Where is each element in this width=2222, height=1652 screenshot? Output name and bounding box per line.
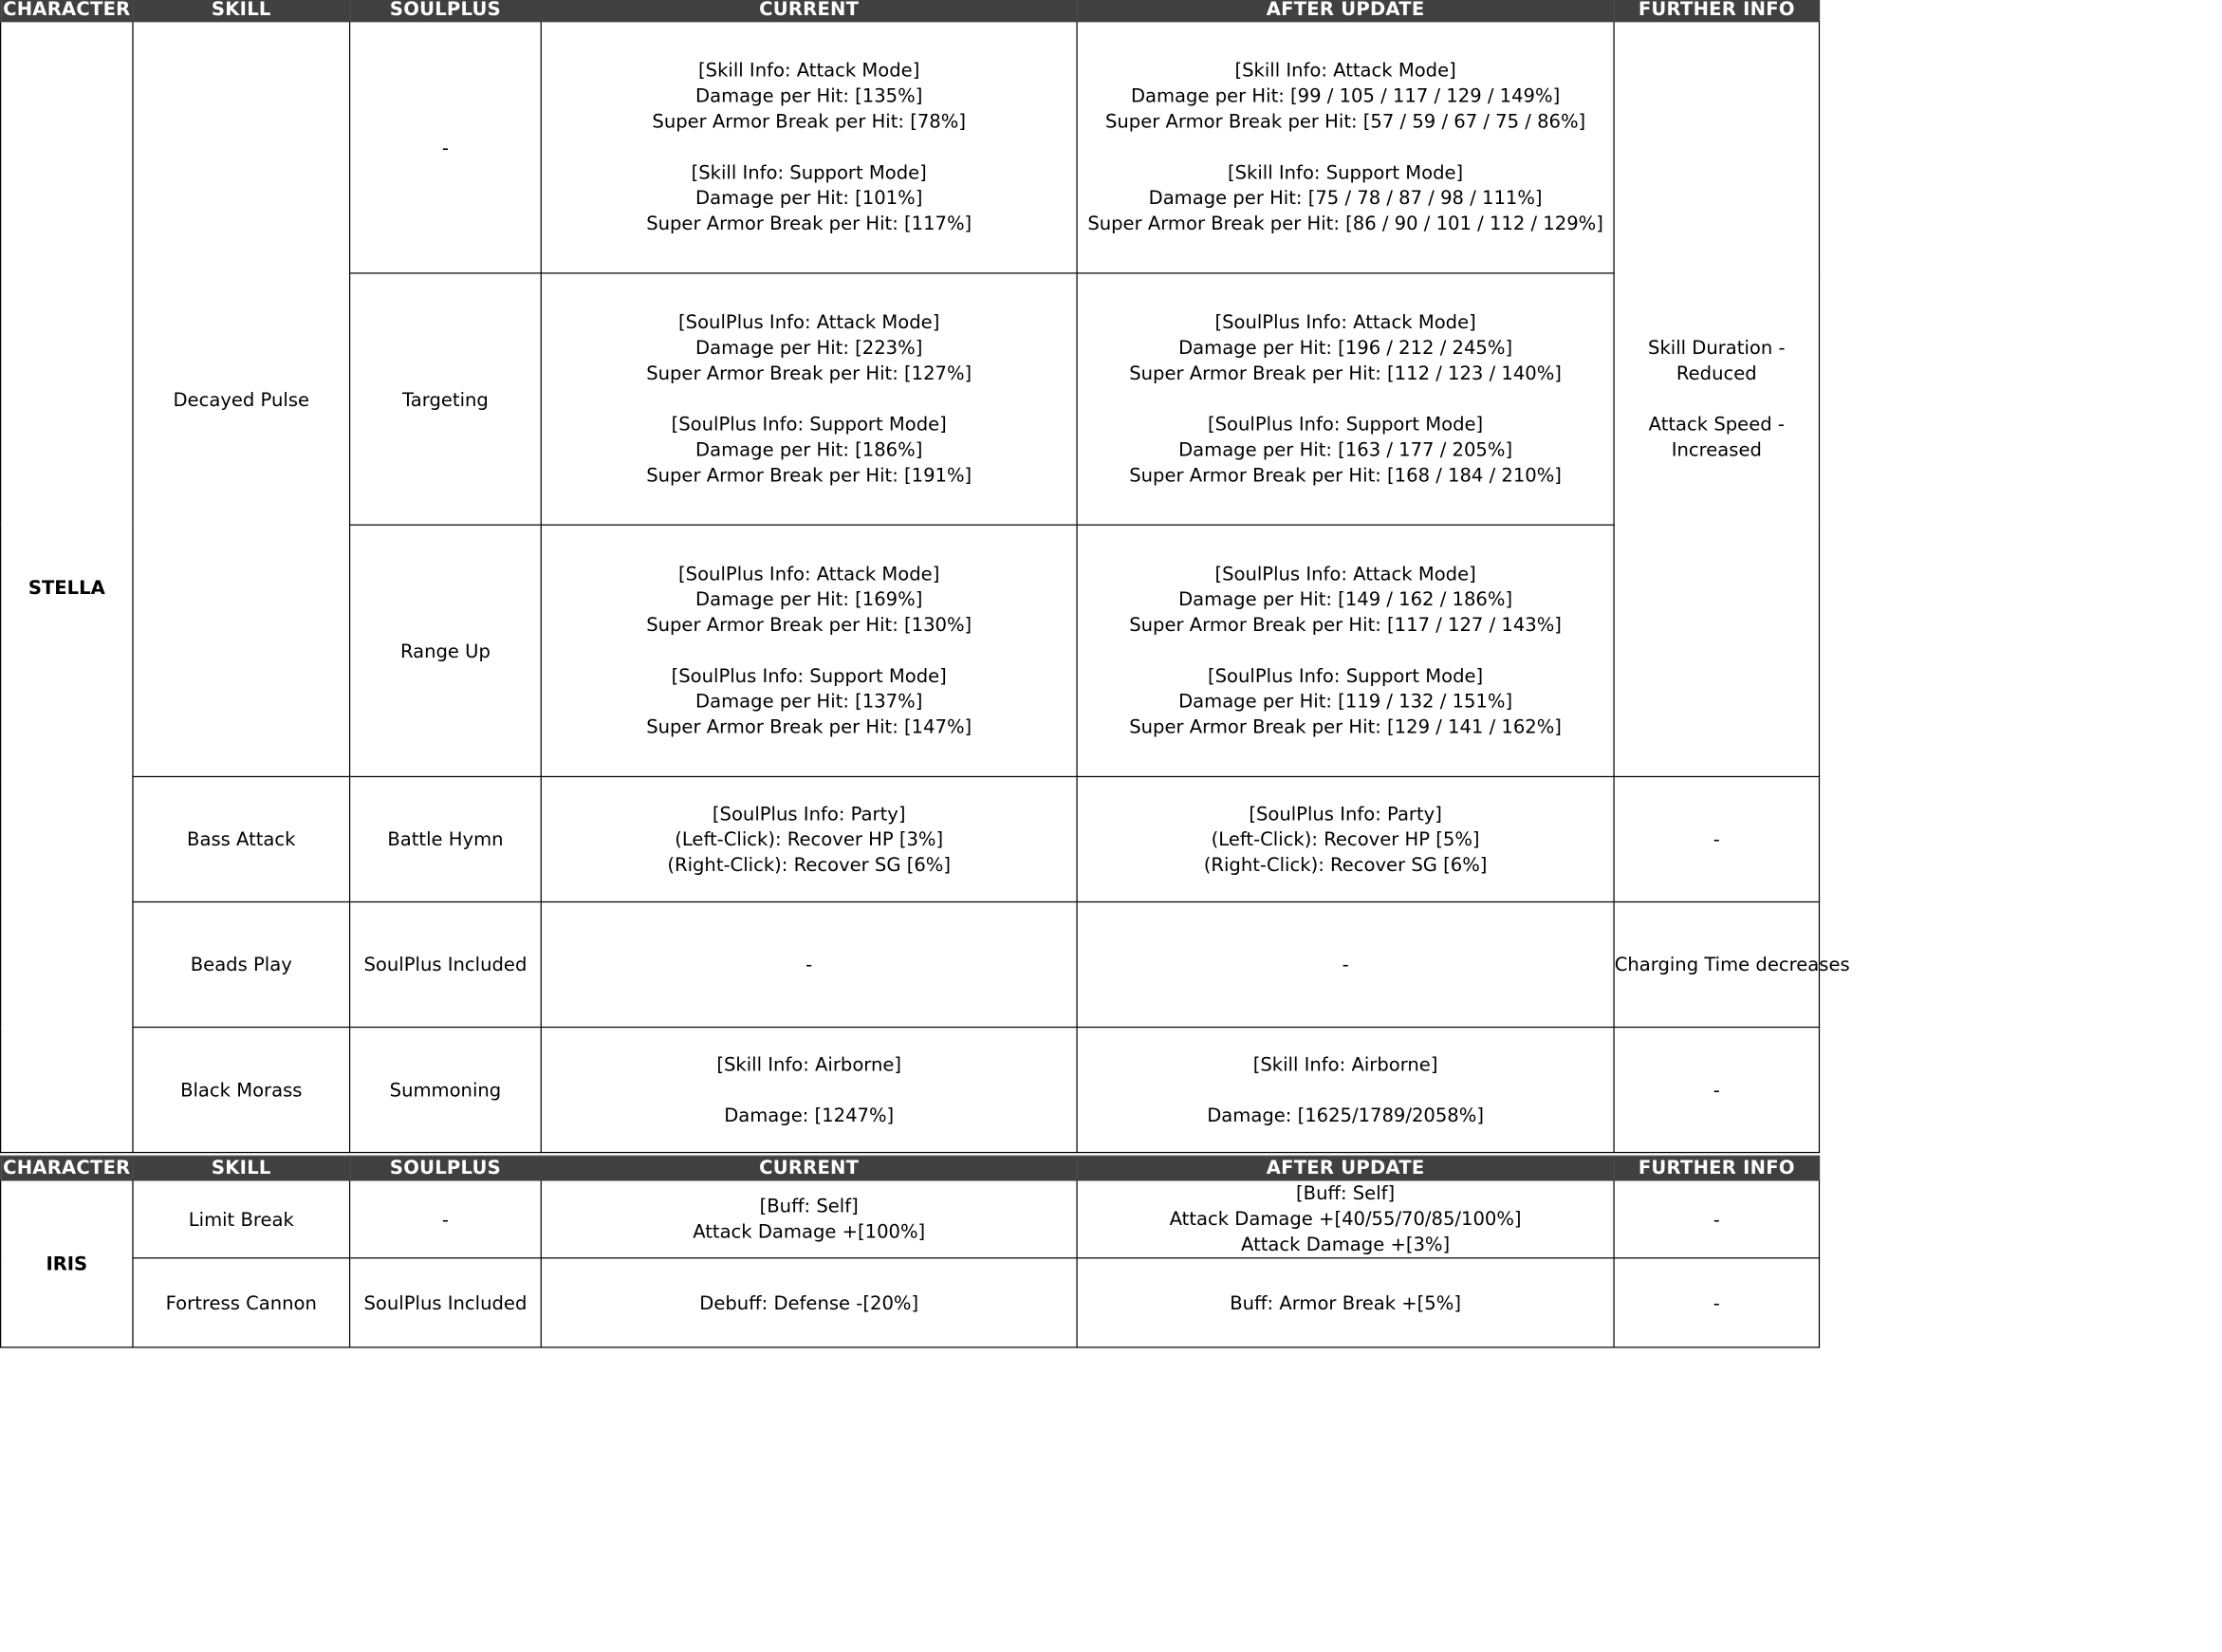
header-after-update: AFTER UPDATE	[1077, 1156, 1614, 1180]
header-character: CHARACTER	[1, 1156, 133, 1180]
further-info-cell: -	[1614, 776, 1819, 901]
current-cell: Debuff: Defense -[20%]	[541, 1258, 1077, 1347]
header-row	[1, 1156, 1820, 1180]
skill-cell-bass-attack: Bass Attack	[133, 776, 350, 901]
further-info-cell: -	[1614, 1028, 1819, 1153]
table-row	[1, 901, 1820, 1027]
header-further-info: FURTHER INFO	[1614, 1156, 1819, 1180]
header-row	[1, 0, 1820, 22]
header-after-update: AFTER UPDATE	[1077, 0, 1614, 22]
current-cell: -	[541, 901, 1077, 1027]
skill-cell-decayed-pulse: Decayed Pulse	[133, 22, 350, 777]
skill-cell-beads-play: Beads Play	[133, 901, 350, 1027]
current-cell: [Buff: Self] Attack Damage +[100%]	[541, 1180, 1077, 1258]
soulplus-cell: Range Up	[350, 525, 542, 776]
after-update-cell: -	[1077, 901, 1614, 1027]
current-cell: [SoulPlus Info: Attack Mode] Damage per Hit: [223%] Super Armor Break per Hit: [127%] [SoulPlus Info: Support Mode] Damage per Hit: [186%] Super Armor Break per Hit: [191%]	[541, 273, 1077, 525]
table-row	[1, 1028, 1820, 1153]
soulplus-cell: Summoning	[350, 1028, 542, 1153]
current-cell: [SoulPlus Info: Attack Mode] Damage per Hit: [169%] Super Armor Break per Hit: [130%] [SoulPlus Info: Support Mode] Damage per Hit: [137%] Super Armor Break per Hit: [147%]	[541, 525, 1077, 776]
after-update-cell: Buff: Armor Break +[5%]	[1077, 1258, 1614, 1347]
after-update-cell: [SoulPlus Info: Attack Mode] Damage per Hit: [149 / 162 / 186%] Super Armor Break per Hit: [117 / 127 / 143%] [SoulPlus Info: Support Mode] Damage per Hit: [119 / 132 / 151%] Super Armor Break per Hit: [129 / 141 / 162%]	[1077, 525, 1614, 776]
character-cell-iris: IRIS	[1, 1180, 133, 1347]
header-further-info: FURTHER INFO	[1614, 0, 1819, 22]
header-skill: SKILL	[133, 0, 350, 22]
skill-cell-limit-break: Limit Break	[133, 1180, 350, 1258]
further-info-cell: -	[1614, 1180, 1819, 1258]
header-current: CURRENT	[541, 0, 1077, 22]
after-update-cell: [Buff: Self] Attack Damage +[40/55/70/85/100%] Attack Damage +[3%]	[1077, 1180, 1614, 1258]
skill-cell-fortress-cannon: Fortress Cannon	[133, 1258, 350, 1347]
soulplus-cell: Targeting	[350, 273, 542, 525]
header-soulplus: SOULPLUS	[350, 1156, 542, 1180]
table-row	[1, 1180, 1820, 1258]
skill-cell-black-morass: Black Morass	[133, 1028, 350, 1153]
current-cell: [Skill Info: Attack Mode] Damage per Hit: [135%] Super Armor Break per Hit: [78%] [Skill Info: Support Mode] Damage per Hit: [101%] Super Armor Break per Hit: [117%]	[541, 22, 1077, 273]
header-skill: SKILL	[133, 1156, 350, 1180]
table-row	[1, 1258, 1820, 1347]
soulplus-cell: -	[350, 1180, 542, 1258]
header-soulplus: SOULPLUS	[350, 0, 542, 22]
after-update-cell: [SoulPlus Info: Attack Mode] Damage per Hit: [196 / 212 / 245%] Super Armor Break per Hit: [112 / 123 / 140%] [SoulPlus Info: Support Mode] Damage per Hit: [163 / 177 / 205%] Super Armor Break per Hit: [168 / 184 / 210%]	[1077, 273, 1614, 525]
header-current: CURRENT	[541, 1156, 1077, 1180]
further-info-cell: Skill Duration - Reduced Attack Speed - Increased	[1614, 22, 1819, 777]
soulplus-cell: SoulPlus Included	[350, 1258, 542, 1347]
further-info-cell: Charging Time decreases	[1614, 901, 1819, 1027]
current-cell: [Skill Info: Airborne] Damage: [1247%]	[541, 1028, 1077, 1153]
header-character: CHARACTER	[1, 0, 133, 22]
soulplus-cell: -	[350, 22, 542, 273]
character-cell-stella: STELLA	[1, 22, 133, 1153]
table-row	[1, 776, 1820, 901]
after-update-cell: [Skill Info: Attack Mode] Damage per Hit: [99 / 105 / 117 / 129 / 149%] Super Armor Break per Hit: [57 / 59 / 67 / 75 / 86%] [Skill Info: Support Mode] Damage per Hit: [75 / 78 / 87 / 98 / 111%] Super Armor Break per Hit: [86 / 90 / 101 / 112 / 129%]	[1077, 22, 1614, 273]
iris-skill-table	[0, 1156, 1820, 1348]
soulplus-cell: Battle Hymn	[350, 776, 542, 901]
after-update-cell: [SoulPlus Info: Party] (Left-Click): Recover HP [5%] (Right-Click): Recover SG [6%]	[1077, 776, 1614, 901]
table-row	[1, 22, 1820, 273]
after-update-cell: [Skill Info: Airborne] Damage: [1625/1789/2058%]	[1077, 1028, 1614, 1153]
current-cell: [SoulPlus Info: Party] (Left-Click): Recover HP [3%] (Right-Click): Recover SG [6%]	[541, 776, 1077, 901]
soulplus-cell: SoulPlus Included	[350, 901, 542, 1027]
further-info-cell: -	[1614, 1258, 1819, 1347]
